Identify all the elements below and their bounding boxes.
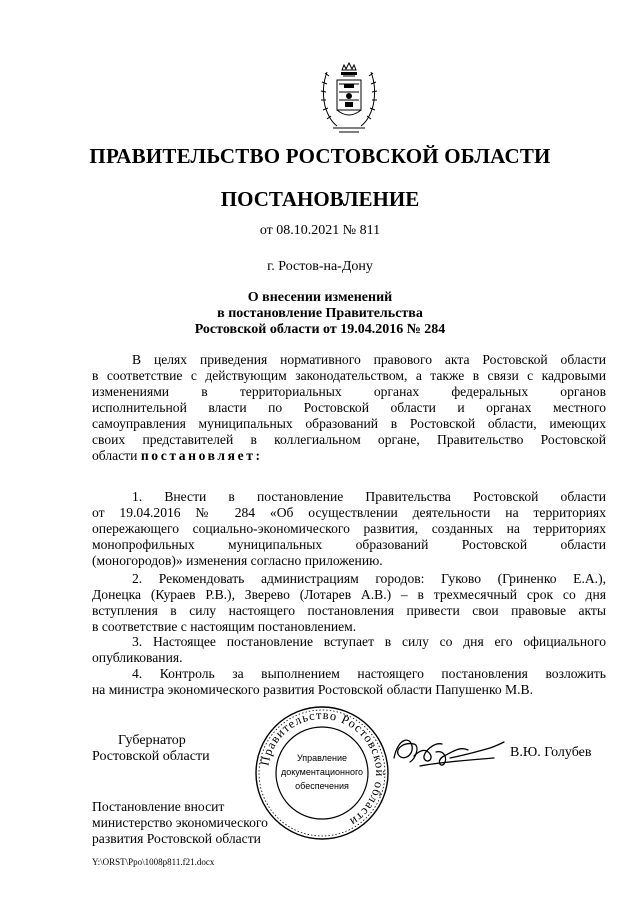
paragraph-line: на министра экономического развития Ростовской области Папушенко М.В. <box>92 682 534 697</box>
signer-position <box>92 733 210 765</box>
coat-of-arms-icon <box>315 58 383 138</box>
subject-line: в постановление Правительства <box>217 306 423 321</box>
paragraph-line: 3. Настоящее постановление вступает в силу со дня его официального <box>132 634 606 649</box>
paragraph-line: в соответствие с настоящим постановлением. <box>92 619 357 634</box>
paragraph-line: своих представителей в коллегиальном органе, Правительство Ростовской <box>92 432 606 447</box>
stamp-center-line: Управление <box>296 753 348 763</box>
organization-title: ПРАВИТЕЛЬСТВО РОСТОВСКОЙ ОБЛАСТИ <box>89 144 551 168</box>
paragraph-line: 1. Внести в постановление Правительства Ростовской области <box>132 489 606 504</box>
introduced-line: Постановление вносит <box>92 799 225 814</box>
stamp-center-line: документационного <box>280 767 364 777</box>
item-1 <box>92 489 606 569</box>
position-line: Ростовской области <box>92 749 210 764</box>
introduced-line: развития Ростовской области <box>92 831 261 846</box>
subject-line: Ростовской области от 19.04.2016 № 284 <box>194 322 446 337</box>
intro-paragraph <box>92 352 606 464</box>
stamp-center-line: обеспечения <box>295 781 349 791</box>
item-3 <box>92 634 606 666</box>
paragraph-line: 2. Рекомендовать администрациям городов: Гуково (Гриненко Е.А.), <box>132 571 606 586</box>
paragraph-line: опубликования. <box>92 650 183 665</box>
resolves-emphasis: постановляет: <box>140 448 263 463</box>
introduced-by <box>92 799 268 847</box>
date-and-number: от 08.10.2021 № 811 <box>259 223 381 238</box>
paragraph-line: изменениями в территориальных органах федеральных органов <box>92 384 606 399</box>
file-path: Y:\ORST\Ppo\1008p811.f21.docx <box>92 857 215 867</box>
item-4 <box>92 666 606 698</box>
paragraph-line: Донецка (Кураев Р.В.), Зверево (Лотарев А.В.) – в трехмесячный срок со дня <box>92 587 606 602</box>
paragraph-line: исполнительной власти по Ростовской области и органах местного <box>92 400 606 415</box>
document-subject <box>0 290 640 338</box>
introduced-line: министерство экономического <box>92 815 268 830</box>
paragraph-line: (моногородов)» изменения согласно приложению. <box>92 553 383 568</box>
city: г. Ростов-на-Дону <box>267 259 373 274</box>
stamp-ring-text: Правительство Ростовской области <box>257 707 388 830</box>
paragraph-line: в соответствие с действующим законодательством, а также в связи с кадровыми <box>92 368 606 383</box>
paragraph-line: от 19.04.2016 № 284 «Об осуществлении деятельности на территориях <box>92 505 606 520</box>
paragraph-line: В целях приведения нормативного правового акта Ростовской области <box>132 352 606 367</box>
paragraph-line: самоуправления муниципальных образований в Ростовской области, имеющих <box>92 416 606 431</box>
document-type: ПОСТАНОВЛЕНИЕ <box>220 187 420 211</box>
item-2 <box>92 571 606 635</box>
official-stamp <box>254 705 390 841</box>
signer-name: В.Ю. Голубев <box>510 745 592 760</box>
subject-line: О внесении изменений <box>247 290 393 305</box>
intro-last-prefix: области <box>92 448 138 463</box>
paragraph-line: вступления в силу настоящего постановления привести свои правовые акты <box>92 603 606 618</box>
handwritten-signature <box>390 728 508 772</box>
paragraph-line: монопрофильных муниципальных образований Ростовской области <box>92 537 606 552</box>
position-line: Губернатор <box>118 733 186 748</box>
paragraph-line: опережающего социально-экономического развития, созданных на территориях <box>92 521 606 536</box>
paragraph-line: 4. Контроль за выполнением настоящего постановления возложить <box>132 666 606 681</box>
paragraph-line <box>92 448 606 464</box>
